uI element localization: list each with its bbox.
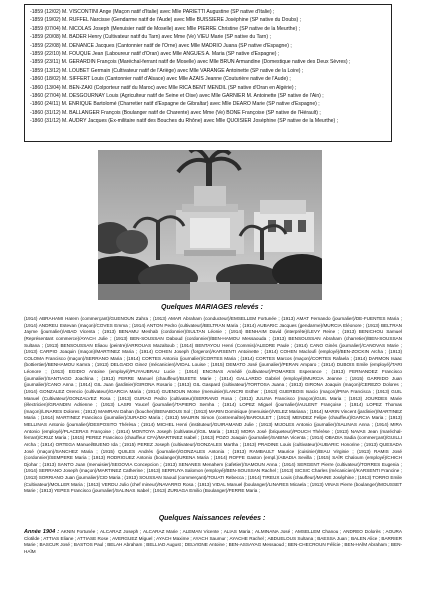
monument-photo — [98, 150, 322, 300]
marriage-record-line: -1859 (22/10) M. FOUQUE Jean (Laboureur natif d'Oran) avec Mlle ANGUES A. Maria (SP native d'Espagne) ; — [30, 51, 280, 58]
marriage-record-line: -1859 (07/04) M. NICOLAS Joseph (Menuisier natif de Moselle) avec Mlle PIERRE Christine (SP native de la Meurthe) ; — [30, 25, 300, 32]
marriage-record-line: -1860 (31/12) M. BALLANGER François (Boulanger natif de Charente) avec Mme (Ve) BONE Françoise (SP native de l'Hérault) ; — [30, 109, 321, 116]
marriage-record-line: -1859 (13/12) M. LOUBET Germain (Cultivateur natif de l'Ariège) avec Mlle VARANGE Antoinette (SP native de la Loire) ; — [30, 67, 304, 74]
marriages-list: (1914) ABRAHAMI Haïem (commerçant)/GUENOUN Zahra ; (1913) AMAR Abraham (conducteur)/EMSELLEM Fortunée ; (1913) AMAT Fernando (journalier)/DE-FUENTES Maria ; (1914) ANDREU Estevan (maçon)/COVES Emma ; (1914) ANTON Pedro (cultivateur)/BELTRAN Maria ; (1914) AUBARIC Jacques (gendarme)/MURCIA Eléonore ; (1913) BELTRAN Jayme (journalier)/ABAD Vicenta ; (1913) BENAMU Meshab (cordonnier)/SULTAN Léonie ; (1914) BENHAIM David (interprète)/LEVY Reine ; (1913) BENICHOU Samuel (Représentant commerce)/AYACH Julie ; (1913) BEN-SOUSSAN Daboud (cordonnier)/BEN-HAMOU Messaouda ; (1913) BENSOUSSAN Abraham (charretier)/BEN-SOUSSAN Sultana ; (1913) BENSOUSSAN Eliaou (peintre)/ARROUAS Mazaltoub ; (1914) BENTAYOU Henri (Commis)/ALEDRE Paule ; (1914) CANO Ginès (journalier)/CANOVAS Marie ; (1913) CARPIO Joaquin (maçon)/MARTINEZ Maria ; (1914) COHEN Joseph (forgeron)/KARSENTI Antoinette ; (1914) COHEN Macloufi (employé)/BEN-ZOCKIN Aïcha ; (1913) COLOMA Francisco (maçon)/SERRANO Maria ; (1914) CORTES Antonio (journalier)/CORTES Maria ; (1914) CORTES Marcos (maçon)/CORTES Rafaela ; (1914) DARMON Isaac (bottiertier)/BENHAMOU Kamra ; (1913) DELGADO Ginez (mécanicien)/VIDAL Louise ; (1915) DEMATO José (journalier)/PERAN Amparo ; (1914) DUBOIS Emile (employé)/TARI Léonore ; (1913) EGIDIO Antoine (employé)/PUYAUBRAU Lucie ; (1914) ENCINAS Amédé (cultivateur)/POMARES Esperance ; (1913) FERNANDEZ Francisco (journalier)/SANTIAGO Joachina ; (1913) FERRE Manuel (chauffeur)/BUIETE Marie ; (1914) GALLARDO Gabriel (employé)/MURCIA Jeanne ; (1915) GARRIDO Juan (journalier)/CANO Anna ; (1914) GIL Juan (jardinier)/GIRONA Rosario ; (1913) GIL Gaspard (cultivateur)/TORTOSA Juana ; (1913) GIRONA Joaquin (maçon)/CEREZO Dolores ; (1914) GONZALEZ Orencio (cultivateur)/GARCIA Maria ; (1914) GUENOUN Moïse (menuisier)/LANCRI Esther ; (1913) GUERBOIS Isacio (maçon)/PINA Francisca ; (1913) GUIL Manuel (Cultivateur)/GONZALVEZ Rosa ; (1913) GURAO Pedro (cultivateur)/SERRANO Rosa ; (1913) JULINA Francisco (maçon)/GUIL Maria ; (1913) JOURDES Marie (électricien)/GRANDIN Adrienne ; (1913) LASRI Youcef (journalier)/TAPIERO Semha ; (1914) LOPEZ Miguel (journalier)/AULENT Françoise ; (1914) LOPEZ Thomas (maçon)/LINARES Dolores ; (1913) MAMRAN Dahan (boucher)/BENABOUS Sol ; (1913) MARIN Dominique (menuisier)/VELEZ Mariana ; (1914) MARIN Vincent (jardinier)/MARTINEZ Maria ; (1914) MARTINEZ Francisco (journalier)/JURADO Maria ; (1913) MAURIN Simon (contremaître)/BAROULET ; (1913) MENDEZ Felipe (chauffeur)/GARCIA Maria ; (1913) MELLINAS Antonio (journalier)/DESPOSITO Thérèsa ; (1914) MICHEL Henri (instituteur)/GUIRAMAND Julie ; (1913) MIJOLES Antonio (journalier)/SALINAS Anna ; (1914) MIRA Antonio (employé)/PLACERAS Françoise ; (1914) MONTOYA Joseph (cultivateur)/GIL Maria ; (1913) MORA José (briqueteur)/POUCH Thérèse ; (1913) NAVAS Jean (maréchal-ferrant)/CRUZ Maria ; (1915) PEREZ Francisco (chauffeur CFA)/MARTINEZ Isabel ; (1913) POZO Joaquin (journalier)/SABINA Vicenta ; (1914) OBADIA Sadia (commerçant)/GUILLI Aïcha ; (1914) ORTEGA Manuel/BUENO Ida ; (1915) PEREZ Joseph (cultivateur)/GONZALES Martha ; (1913) PRADINE Louis (cultivateur)/AUBARIC Honorine ; (1913) QUESADA José (maçon)/SANCHEZ Maria ; (1915) QUILES Andrés (journalier)/GONZALES Antonia ; (1913) RAMBAULT Maurice (cuisinier)/BIAU Virginie ; (1913) RAMIS José (cordonnier)/SEMPERE Maria ; (1913) RODRIGUEZ Antonio (boulanger)/URENA Maria ; (1914) ROFFE Gaston (empl.)/ABADIA Sevilla ; (1915) SAÏR Chaloum (employé)/CHICH Djohar ; (1913) SANTO Juan (menuisier)/SEGOVIA Concepcion ; (1913) SENANES Menahem (cafetier)/SAMOUN Anna ; (1914) SERGENT Pierre (cultivateur)/TORRES Eugenia ; (1914) SERRANO Joseph (maçon)/MARTINEZ Catherine ; (1913) SERRUYA Salomon (employé)/BEN-SOUSSAN Rachel ; (1913) SICSIC Charles (mécanicien)/KARSENTI Francine ; (1913) SORRIANO Juan (journalier)/CID Maria ; (1913) SOUSSAN Saoud (commerçant)/TOUATI Rebecca ; (1914) TIREUX Louis (chauffeur)/MAINE Joséphine ; (1913) TORRO Emile (Cultivateur)/MOLLER Maria ; (1913) VERDU Julio (chef mineur)/NAVARRO Rosa ; (1913) VIDAL Manuel (boulanger)/LINARES Micaela ; (1913) VINAS Pierre (boulanger)/MOUSSET Marie ; (1913) YEPES Francisco (journalier)/SALINAS Isabel ; (1913) ZURIAGA Emilio (Boulanger)/FERRE Maria ; — [24, 316, 402, 494]
marriage-record-line: -1859 (19/02) M. RUFFEL Narcisse (Gendarme natif de l'Aude) avec Mlle BUISSIERE Joséphine (SP native du Doubs) ; — [30, 17, 302, 24]
marriage-record-box — [24, 4, 392, 142]
monument-illustration — [98, 150, 322, 300]
births-list — [24, 529, 402, 597]
marriage-record-line: -1860 (18/02) M. SIFFERT Louis (Cantonnier natif d'Alsace) avec Mlle AZAIS Jeanne (Couturière native de l'Aude) ; — [30, 76, 291, 83]
marriage-record-line: -1860 (31/12) M. AUDRY Jacques (Ex-militaire natif des Bouches du Rhône) avec Mlle QUOISIER Joséphine (SP native de la Meurthe) ; — [30, 118, 339, 125]
births-section-title: Quelques Naissances relevées : — [158, 515, 266, 522]
births-names: AKNIN Fortunée ; ALCARAZ Joseph ; ALCARAZ Marie ; ALEMAN Vicente ; ALIAS Maria ; ALMINANA José ; AMSELLEM Chanou ; ANDREO Dolorès ; AOURA Clotilde ; ATTIAS Eliane ; ATTIASE Rose ; AVERGUEZ Miguel ; AYACH Maxime ; AYACH Saumur ; AYACHE Rachel ; ABDUELOUS Sultana ; BAESSA Juan ; BALEN Alice ; BARRIER Marie ; BASCUR José ; BASTOS Paul ; BELAH Abraham ; BELLIAD August ; DELVIGNE Antoine ; BEN-ASSAYAG Messaoud ; BEN-CHECROUN Félicie ; BEN-HAÏM Abraham ; BEN-HAÏM — [24, 529, 402, 555]
births-year-label: Année 1904 : — [24, 529, 60, 535]
marriage-record-line: -1859 (20/08) M. BADER Henry (Cultivateur natif du Tarn) avec Mme (Ve) VIEU Marie (SP native du Tarn) ; — [30, 34, 271, 41]
marriage-record-line: -1859 (22/08) M. DENANCE Jacques (Cantonnier natif de l'Orne) avec Mlle MADRIO Juana (SP native d'Espagne) ; — [30, 42, 292, 49]
marriage-record-line: -1860 (13/04) M. BEN-ZAKI (Colporteur natif du Maroc) avec Mlle RICA BENT MENDIL (SP native d'Oran en Algérie) ; — [30, 84, 297, 91]
marriages-section-title: Quelques MARIAGES relevés : — [161, 304, 263, 311]
marriage-record-line: -1859 (12/02) M. VISCONTINI Ange (Maçon natif d'Italie) avec Mlle PARIETTI Augustine (SP native d'Italie) ; — [30, 9, 275, 15]
marriage-record-line: -1859 (23/11) M. GERARDIN François (Maréchal-ferrant natif de Moselle) avec Mlle BRUN Armandine (Domestique native des Deux Sèvres) ; — [30, 59, 351, 66]
marriage-record-line: -1860 (27/04) M. DESGOURNAY Louis (Agriculteur natif de Seine et Oise) avec Mlle GARNIER M. Antoinette (SP native de l'Ain) ; — [30, 93, 324, 100]
marriage-record-line: -1860 (24/11) M. ENRIQUE Bartolomé (Charretier natif d'Espagne de Gibraltar) avec Mlle DEARO Marie (SP native d'Espagne) ; — [30, 101, 320, 108]
